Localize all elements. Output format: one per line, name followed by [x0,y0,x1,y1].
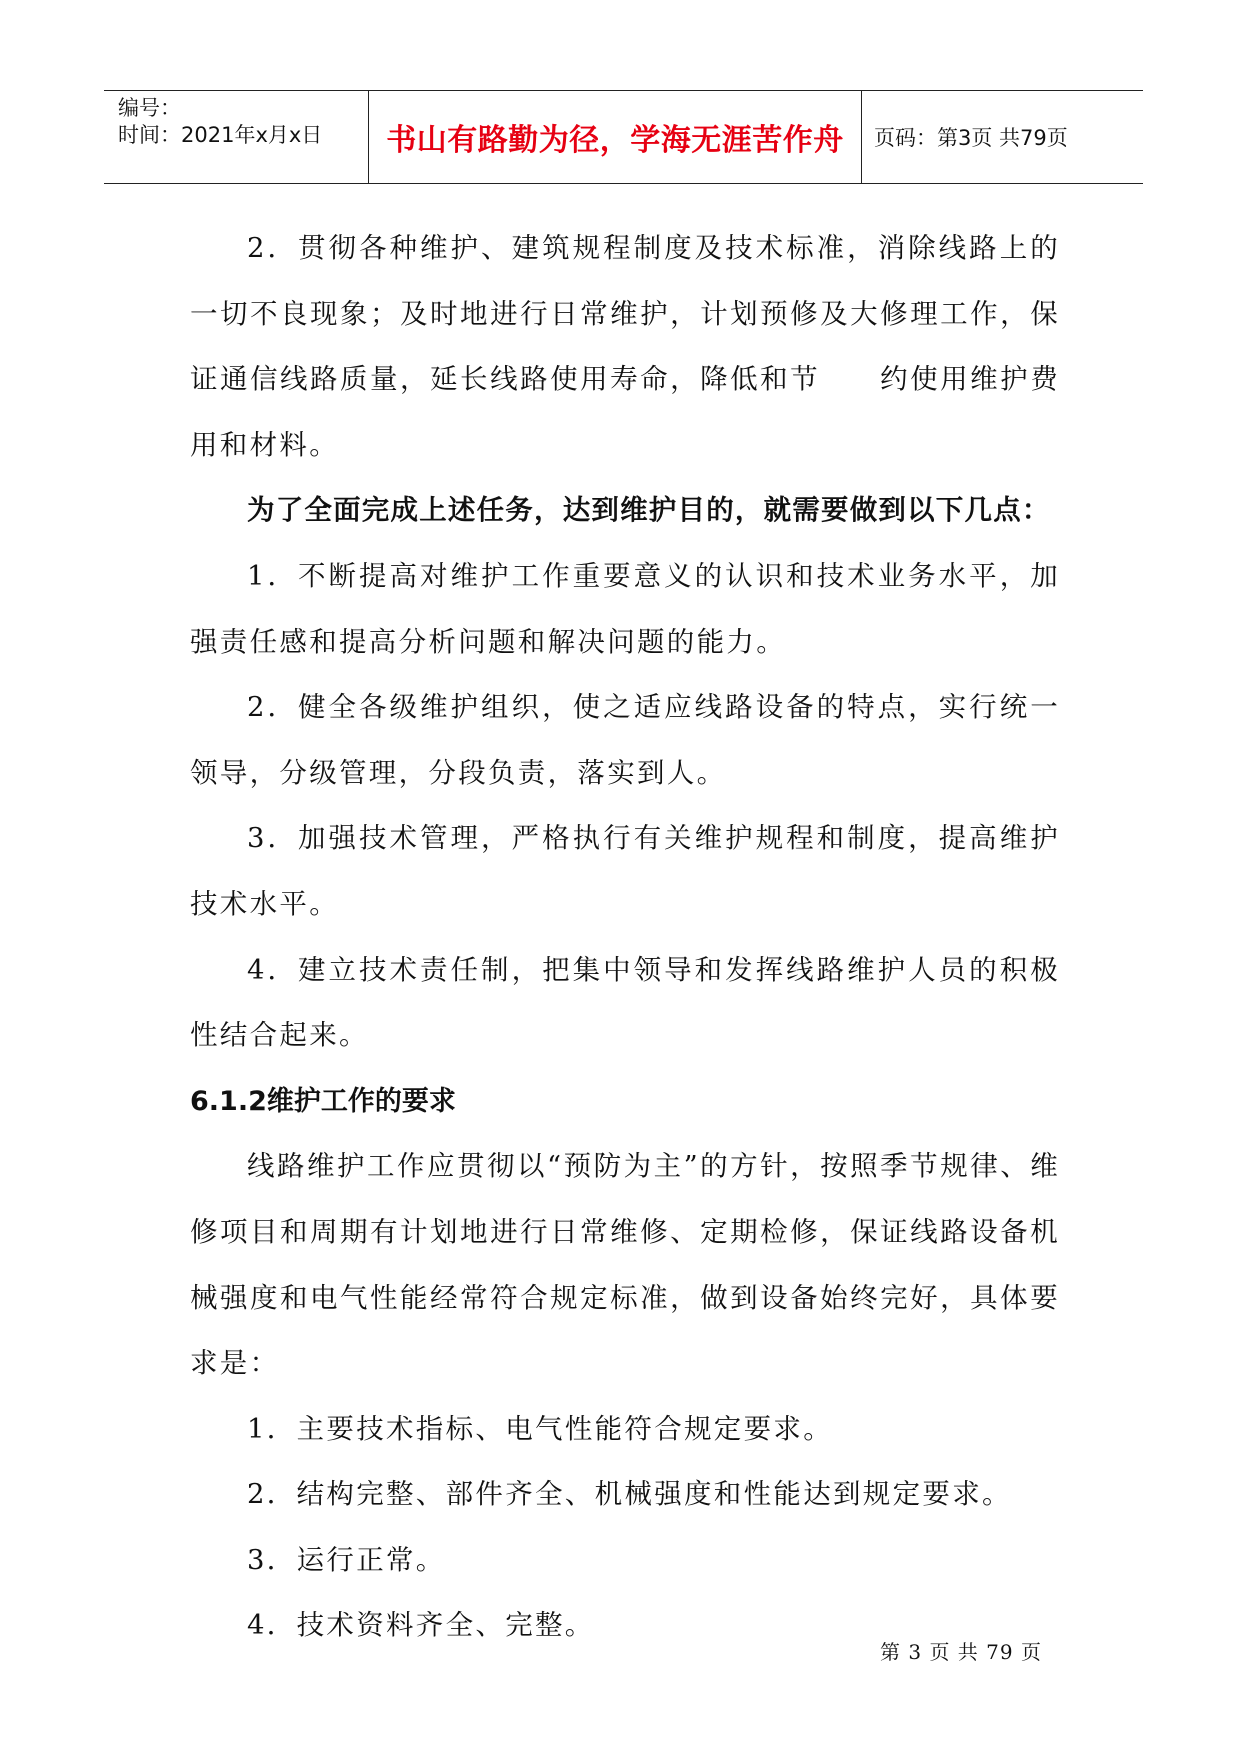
page-header [104,90,1143,184]
header-meta [118,91,368,183]
paragraph-10: 3．运行正常。 [247,1543,446,1576]
header-page-label: 页码：第3页 共79页 [874,126,1068,150]
header-time-label: 时间：2021年x月x日 [118,123,323,147]
paragraph-1: 2．贯彻各种维护、建筑规程制度及技术标准，消除线路上的一切不良现象；及时地进行日常维护，计划预修及大修理工作，保证通信线路质量，延长线路使用寿命，降低和节 约使用维护费用和材料。 [190,232,1060,461]
document-body [190,216,1060,1659]
paragraph-8: 1．主要技术指标、电气性能符合规定要求。 [247,1412,833,1445]
paragraph-6: 4．建立技术责任制，把集中领导和发挥线路维护人员的积极性结合起来。 [190,953,1060,1052]
page-footer-number: 第 3 页 共 79 页 [880,1640,1042,1664]
paragraph-3: 1．不断提高对维护工作重要意义的认识和技术业务水平，加强责任感和提高分析问题和解决问题的能力。 [190,559,1060,658]
header-divider-right [861,91,862,183]
paragraph-7: 线路维护工作应贯彻以“预防为主”的方针，按照季节规律、维修项目和周期有计划地进行日常维修、定期检修，保证线路设备机械强度和电气性能经常符合规定标准，做到设备始终完好，具体要求是： [190,1150,1060,1380]
paragraph-5: 3．加强技术管理，严格执行有关维护规程和制度，提高维护技术水平。 [190,822,1060,920]
paragraph-11: 4．技术资料齐全、完整。 [247,1609,595,1642]
header-number-label: 编号： [118,96,181,120]
section-heading: 6.1.2维护工作的要求 [190,1085,456,1117]
paragraph-2-bold: 为了全面完成上述任务，达到维护目的，就需要做到以下几点： [247,494,1051,527]
paragraph-9: 2．结构完整、部件齐全、机械强度和性能达到规定要求。 [247,1478,1012,1511]
header-motto: 书山有路勤为径，学海无涯苦作舟 [386,123,844,158]
paragraph-4: 2．健全各级维护组织，使之适应线路设备的特点，实行统一领导，分级管理，分段负责，落实到人。 [190,691,1060,789]
